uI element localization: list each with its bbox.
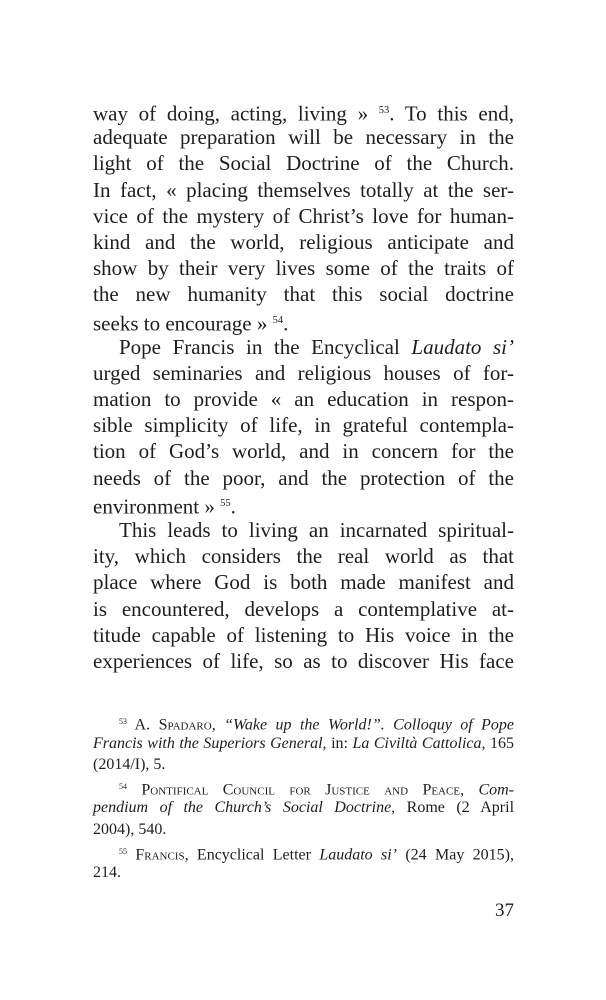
text-segment: (24 May 2015), [397, 846, 515, 864]
body-line [93, 412, 514, 438]
text-segment: This leads to living an incarnated spiritual- [119, 518, 514, 542]
page-number: 37 [495, 900, 514, 921]
body-line [93, 281, 514, 307]
text-segment: Pope Francis in the Encyclical [119, 334, 412, 359]
footnote-line [93, 776, 514, 798]
body-line [93, 334, 514, 360]
body-line [93, 386, 514, 412]
footnote-reference: 54 [119, 781, 127, 791]
body-line [93, 177, 514, 203]
body-line [93, 98, 514, 124]
body-line [93, 543, 514, 569]
footnote-line [93, 754, 514, 776]
text-segment: seeks to encourage » [93, 310, 273, 335]
body-line [93, 596, 514, 622]
text-segment: tion of God’s world, and in concern for the [93, 439, 514, 464]
text-segment: light of the Social Doctrine of the Church. [93, 151, 514, 176]
footnote-reference: 55 [119, 846, 127, 856]
body-line [93, 569, 514, 595]
italic-text: Laudato si’ [319, 846, 398, 864]
footnote-reference: 53 [378, 105, 390, 116]
text-segment: kind and the world, religious anticipate and [93, 229, 514, 254]
footnote-line [93, 841, 514, 863]
text-segment: A. [127, 716, 159, 734]
text-segment: sible simplicity of life, in grateful contempla- [93, 413, 514, 438]
footnote-reference: 53 [119, 717, 127, 726]
body-line [93, 360, 514, 386]
small-caps-text: Spadaro [158, 716, 212, 734]
text-segment: ity, which considers the real world as that [93, 544, 514, 569]
text-segment: mation to provide « an education in respon- [93, 387, 514, 412]
italic-text: La Civiltà Cattolica, [352, 734, 486, 752]
text-segment [127, 781, 141, 798]
footnotes [93, 711, 514, 884]
text-segment: urged seminaries and religious houses of for- [93, 360, 514, 385]
body-line [93, 124, 514, 150]
body-line [93, 491, 514, 517]
text-segment: Rome (2 April [395, 799, 515, 817]
text-segment: show by their very lives some of the traits of [93, 256, 514, 281]
body-line [93, 517, 514, 543]
text-segment: 2004), 540. [93, 820, 167, 838]
text-segment: 165 [485, 734, 515, 752]
footnote-line [93, 711, 514, 733]
body-line [93, 229, 514, 255]
text-segment: way of doing, acting, living » [93, 101, 379, 126]
text-segment: needs of the poor, and the protection of the [93, 465, 514, 490]
text-segment: experiences of life, so as to discover His face [93, 648, 514, 673]
body-line [93, 622, 514, 648]
italic-text: Com- [478, 781, 515, 799]
italic-text: “Wake up the World!”. Colloquy of Pope [224, 716, 515, 734]
body-line [93, 150, 514, 176]
footnote-reference: 54 [272, 314, 284, 326]
text-segment: , [460, 781, 479, 799]
small-caps-text: Pontifical Council for Justice and Peace [141, 781, 461, 799]
text-segment: environment » [93, 494, 221, 519]
text-segment: In fact, « placing themselves totally at the ser- [93, 177, 514, 202]
italic-text: Francis with the Superiors General, [93, 734, 327, 752]
footnote-line [93, 733, 514, 755]
text-segment: . To this end, [389, 101, 514, 126]
text-segment: (2014/I), 5. [93, 756, 166, 774]
footnote-line [93, 819, 514, 841]
text-segment: titude capable of listening to His voice in the [93, 622, 514, 647]
footnote-reference: 55 [220, 497, 231, 509]
body-line [93, 255, 514, 281]
text-segment: place where God is both made manifest and [93, 570, 514, 595]
italic-text: pendium of the Church’s Social Doctrine, [93, 799, 396, 817]
text-segment: in: [326, 734, 353, 752]
italic-text: Laudato si’ [411, 334, 514, 359]
body-line [93, 308, 514, 334]
text-segment: . [230, 494, 236, 519]
text-segment: adequate preparation will be necessary in the [93, 125, 514, 150]
body-line [93, 465, 514, 491]
body-line [93, 203, 514, 229]
text-segment: vice of the mystery of Christ’s love for human- [93, 203, 514, 228]
text-segment: , Encyclical Letter [184, 846, 320, 864]
text-segment: the new humanity that this social doctrine [93, 282, 514, 307]
body-line [93, 648, 514, 674]
small-caps-text: Francis [135, 846, 185, 864]
body-line [93, 438, 514, 464]
text-segment: . [283, 310, 289, 335]
text-segment: 214. [93, 864, 121, 882]
body-text [93, 98, 514, 674]
text-segment: , [211, 716, 225, 734]
footnote-line [93, 862, 514, 884]
footnote-line [93, 797, 514, 819]
text-segment: is encountered, develops a contemplative at- [93, 596, 514, 621]
